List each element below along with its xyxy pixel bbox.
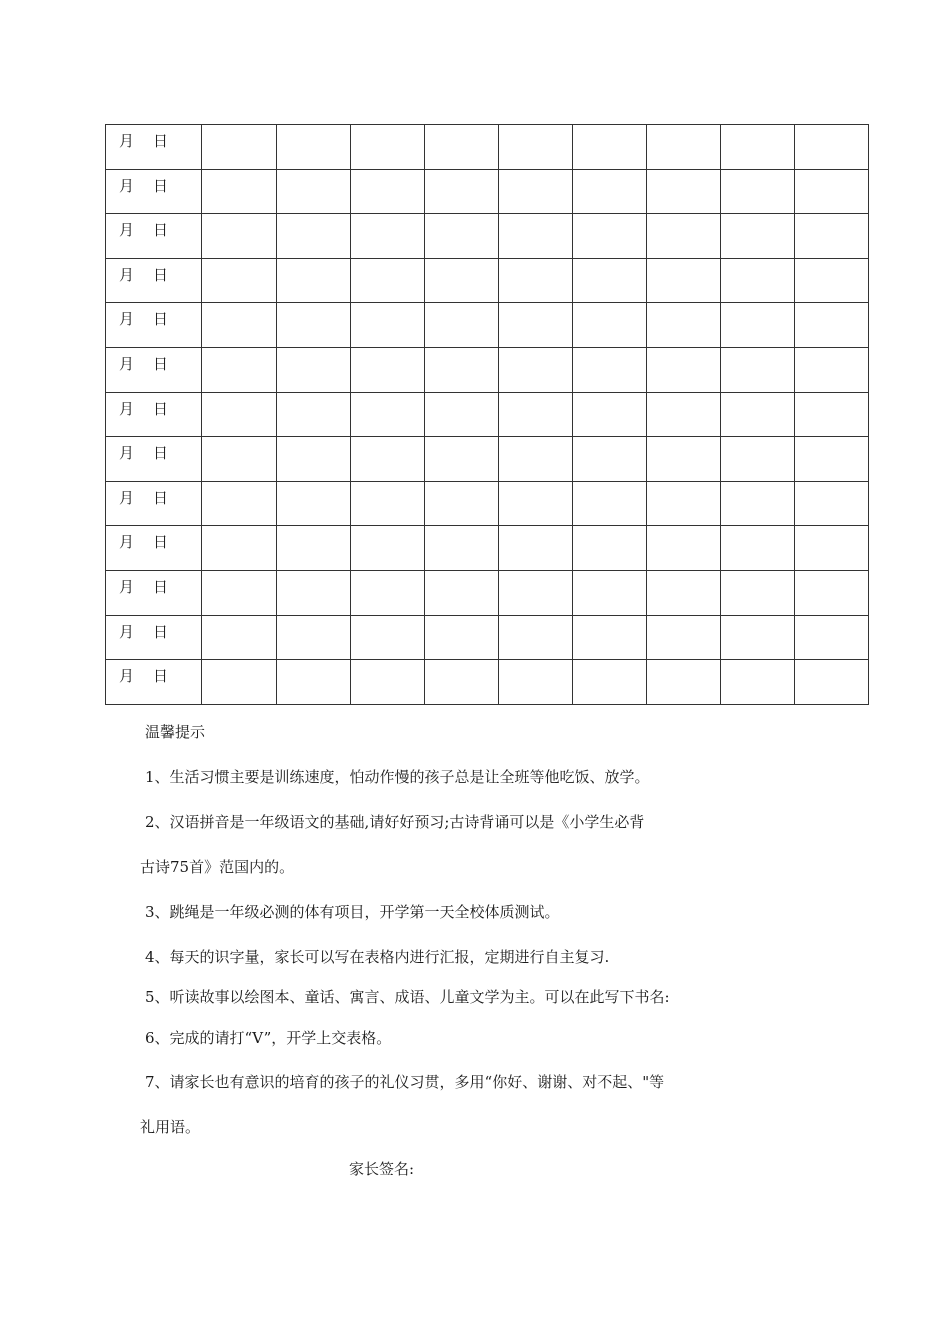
entry-cell[interactable] xyxy=(647,570,721,615)
entry-cell[interactable] xyxy=(202,437,277,482)
entry-cell[interactable] xyxy=(277,660,351,705)
entry-cell[interactable] xyxy=(795,303,869,348)
day-label: 日 xyxy=(153,622,169,641)
tip-line-6: 6、完成的请打“V”，开学上交表格。 xyxy=(145,1029,392,1047)
entry-cell[interactable] xyxy=(573,481,647,526)
entry-cell[interactable] xyxy=(277,615,351,660)
date-cell xyxy=(106,437,202,482)
entry-cell[interactable] xyxy=(647,392,721,437)
entry-cell[interactable] xyxy=(277,526,351,571)
entry-cell[interactable] xyxy=(647,347,721,392)
date-cell xyxy=(106,660,202,705)
entry-cell[interactable] xyxy=(499,526,573,571)
entry-cell[interactable] xyxy=(573,214,647,259)
entry-cell[interactable] xyxy=(721,303,795,348)
log-row xyxy=(106,481,869,526)
entry-cell[interactable] xyxy=(425,570,499,615)
entry-cell[interactable] xyxy=(425,615,499,660)
month-label: 月 xyxy=(119,132,135,150)
entry-cell[interactable] xyxy=(721,481,795,526)
day-label: 日 xyxy=(153,265,169,284)
entry-cell[interactable] xyxy=(795,258,869,303)
entry-cell[interactable] xyxy=(425,526,499,571)
entry-cell[interactable] xyxy=(202,570,277,615)
entry-cell[interactable] xyxy=(573,615,647,660)
entry-cell[interactable] xyxy=(351,214,425,259)
log-row xyxy=(106,437,869,482)
entry-cell[interactable] xyxy=(499,437,573,482)
entry-cell[interactable] xyxy=(647,526,721,571)
entry-cell[interactable] xyxy=(202,214,277,259)
date-cell xyxy=(106,526,202,571)
log-row xyxy=(106,214,869,259)
entry-cell[interactable] xyxy=(647,660,721,705)
entry-cell[interactable] xyxy=(277,125,351,170)
entry-cell[interactable] xyxy=(499,570,573,615)
entry-cell[interactable] xyxy=(425,437,499,482)
entry-cell[interactable] xyxy=(202,392,277,437)
date-cell xyxy=(106,392,202,437)
entry-cell[interactable] xyxy=(351,570,425,615)
month-label: 月 xyxy=(119,533,135,552)
month-label: 月 xyxy=(119,265,135,284)
entry-cell[interactable] xyxy=(573,570,647,615)
entry-cell[interactable] xyxy=(202,615,277,660)
log-row xyxy=(106,258,869,303)
tip-line-7: 7、请家长也有意识的培育的孩子的礼仪习贯，多用“你好、谢谢、对不起、"等 xyxy=(145,1073,665,1091)
month-label: 月 xyxy=(119,667,135,686)
entry-cell[interactable] xyxy=(647,125,721,170)
date-cell xyxy=(106,169,202,214)
day-label: 日 xyxy=(153,533,169,552)
tip-line-7-cont: 礼用语。 xyxy=(140,1118,201,1136)
date-cell xyxy=(106,570,202,615)
entry-cell[interactable] xyxy=(499,481,573,526)
log-row xyxy=(106,660,869,705)
entry-cell[interactable] xyxy=(647,481,721,526)
entry-cell[interactable] xyxy=(351,660,425,705)
entry-cell[interactable] xyxy=(499,347,573,392)
entry-cell[interactable] xyxy=(721,258,795,303)
entry-cell[interactable] xyxy=(277,392,351,437)
entry-cell[interactable] xyxy=(425,125,499,170)
entry-cell[interactable] xyxy=(202,526,277,571)
entry-cell[interactable] xyxy=(351,392,425,437)
log-row xyxy=(106,347,869,392)
entry-cell[interactable] xyxy=(425,258,499,303)
entry-cell[interactable] xyxy=(721,570,795,615)
entry-cell[interactable] xyxy=(499,214,573,259)
entry-cell[interactable] xyxy=(647,258,721,303)
entry-cell[interactable] xyxy=(277,169,351,214)
entry-cell[interactable] xyxy=(647,214,721,259)
entry-cell[interactable] xyxy=(499,169,573,214)
entry-cell[interactable] xyxy=(795,570,869,615)
entry-cell[interactable] xyxy=(721,392,795,437)
entry-cell[interactable] xyxy=(647,303,721,348)
entry-cell[interactable] xyxy=(425,214,499,259)
entry-cell[interactable] xyxy=(351,125,425,170)
month-label: 月 xyxy=(119,488,135,507)
date-cell xyxy=(106,303,202,348)
entry-cell[interactable] xyxy=(351,258,425,303)
log-row xyxy=(106,615,869,660)
entry-cell[interactable] xyxy=(351,615,425,660)
entry-cell[interactable] xyxy=(573,437,647,482)
entry-cell[interactable] xyxy=(573,347,647,392)
entry-cell[interactable] xyxy=(202,169,277,214)
entry-cell[interactable] xyxy=(647,169,721,214)
entry-cell[interactable] xyxy=(573,258,647,303)
month-label: 月 xyxy=(119,399,135,418)
tips-title: 温馨提示 xyxy=(145,723,206,741)
log-row xyxy=(106,526,869,571)
day-label: 日 xyxy=(153,399,169,418)
day-label: 日 xyxy=(153,310,169,329)
entry-cell[interactable] xyxy=(351,303,425,348)
month-label: 月 xyxy=(119,310,135,329)
daily-log-table xyxy=(105,124,869,705)
entry-cell[interactable] xyxy=(425,392,499,437)
entry-cell[interactable] xyxy=(202,125,277,170)
entry-cell[interactable] xyxy=(795,526,869,571)
entry-cell[interactable] xyxy=(499,392,573,437)
tip-line-4: 4、每天的识字量，家长可以写在表格内进行汇报，定期进行自主复习. xyxy=(145,948,610,966)
tip-line-3: 3、跳绳是一年级必测的体有项目，开学第一天全校体质测试。 xyxy=(145,903,560,921)
log-row xyxy=(106,570,869,615)
entry-cell[interactable] xyxy=(499,125,573,170)
day-label: 日 xyxy=(153,221,169,240)
entry-cell[interactable] xyxy=(573,303,647,348)
entry-cell[interactable] xyxy=(795,437,869,482)
entry-cell[interactable] xyxy=(721,526,795,571)
entry-cell[interactable] xyxy=(499,615,573,660)
entry-cell[interactable] xyxy=(721,437,795,482)
date-cell xyxy=(106,481,202,526)
entry-cell[interactable] xyxy=(425,303,499,348)
entry-cell[interactable] xyxy=(721,125,795,170)
entry-cell[interactable] xyxy=(277,214,351,259)
tip-line-2-cont: 古诗75首》范国内的。 xyxy=(140,858,295,876)
day-label: 日 xyxy=(153,488,169,507)
entry-cell[interactable] xyxy=(795,169,869,214)
log-row xyxy=(106,125,869,170)
entry-cell[interactable] xyxy=(795,615,869,660)
entry-cell[interactable] xyxy=(573,660,647,705)
month-label: 月 xyxy=(119,444,135,463)
entry-cell[interactable] xyxy=(202,660,277,705)
log-row xyxy=(106,303,869,348)
day-label: 日 xyxy=(153,132,169,150)
day-label: 日 xyxy=(153,176,169,195)
month-label: 月 xyxy=(119,622,135,641)
entry-cell[interactable] xyxy=(795,392,869,437)
entry-cell[interactable] xyxy=(202,303,277,348)
entry-cell[interactable] xyxy=(499,303,573,348)
date-cell xyxy=(106,615,202,660)
log-row xyxy=(106,392,869,437)
date-cell xyxy=(106,214,202,259)
parent-signature-label: 家长签名: xyxy=(349,1160,415,1178)
entry-cell[interactable] xyxy=(202,481,277,526)
entry-cell[interactable] xyxy=(425,169,499,214)
entry-cell[interactable] xyxy=(795,481,869,526)
entry-cell[interactable] xyxy=(351,169,425,214)
entry-cell[interactable] xyxy=(277,347,351,392)
month-label: 月 xyxy=(119,354,135,373)
entry-cell[interactable] xyxy=(277,481,351,526)
entry-cell[interactable] xyxy=(425,347,499,392)
day-label: 日 xyxy=(153,667,169,686)
entry-cell[interactable] xyxy=(721,660,795,705)
month-label: 月 xyxy=(119,577,135,596)
log-row xyxy=(106,169,869,214)
entry-cell[interactable] xyxy=(721,347,795,392)
date-cell xyxy=(106,125,202,170)
entry-cell[interactable] xyxy=(573,392,647,437)
entry-cell[interactable] xyxy=(351,526,425,571)
entry-cell[interactable] xyxy=(573,125,647,170)
entry-cell[interactable] xyxy=(647,437,721,482)
tip-line-2: 2、汉语拼音是一年级语文的基础,请好好预习;古诗背诵可以是《小学生必背 xyxy=(145,813,645,831)
entry-cell[interactable] xyxy=(795,347,869,392)
entry-cell[interactable] xyxy=(351,437,425,482)
entry-cell[interactable] xyxy=(277,303,351,348)
entry-cell[interactable] xyxy=(499,258,573,303)
entry-cell[interactable] xyxy=(647,615,721,660)
entry-cell[interactable] xyxy=(277,570,351,615)
month-label: 月 xyxy=(119,221,135,240)
entry-cell[interactable] xyxy=(499,660,573,705)
entry-cell[interactable] xyxy=(795,660,869,705)
entry-cell[interactable] xyxy=(721,615,795,660)
month-label: 月 xyxy=(119,176,135,195)
entry-cell[interactable] xyxy=(425,481,499,526)
entry-cell[interactable] xyxy=(202,258,277,303)
entry-cell[interactable] xyxy=(721,214,795,259)
entry-cell[interactable] xyxy=(573,169,647,214)
entry-cell[interactable] xyxy=(351,347,425,392)
entry-cell[interactable] xyxy=(795,125,869,170)
entry-cell[interactable] xyxy=(277,437,351,482)
entry-cell[interactable] xyxy=(425,660,499,705)
entry-cell[interactable] xyxy=(351,481,425,526)
entry-cell[interactable] xyxy=(795,214,869,259)
date-cell xyxy=(106,258,202,303)
entry-cell[interactable] xyxy=(573,526,647,571)
tip-line-1: 1、生活习惯主要是训练速度，怕动作慢的孩子总是让全班等他吃饭、放学。 xyxy=(145,768,650,786)
day-label: 日 xyxy=(153,354,169,373)
day-label: 日 xyxy=(153,577,169,596)
date-cell xyxy=(106,347,202,392)
entry-cell[interactable] xyxy=(721,169,795,214)
day-label: 日 xyxy=(153,444,169,463)
entry-cell[interactable] xyxy=(277,258,351,303)
entry-cell[interactable] xyxy=(202,347,277,392)
tip-line-5: 5、听读故事以绘图本、童话、寓言、成语、儿童文学为主。可以在此写下书名: xyxy=(145,988,670,1006)
